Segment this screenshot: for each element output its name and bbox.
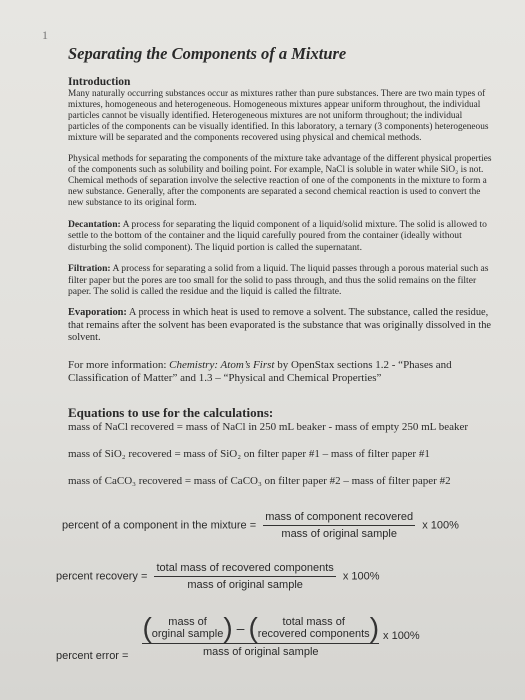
more-info-prefix: For more information:	[68, 358, 170, 371]
formula-percent-recovery	[56, 562, 380, 591]
close-paren-symbol: )	[369, 612, 380, 643]
definition-term: Filtration:	[68, 263, 111, 275]
equation-caco3: mass of CaCO₃ recovered = mass of CaCO₃ on filter paper #2 – mass of filter paper #2	[68, 474, 451, 487]
right-term-bottom: recovered components	[257, 628, 370, 640]
intro-paragraph-2: Physical methods for separating the components of the mixture take advantage of the different physical properties of the components such as solubility and boiling point. For example, NaCl is soluble in water while SiO₂ is not. Chemical methods of separation involve the selective reaction of one of the components in the mixture to form a new substance. Generally, after the components are separated a second chemical reaction is used to convert the new substance to its original form.	[68, 154, 492, 208]
formula-percent-error	[56, 610, 420, 662]
corner-mark: 1	[42, 28, 48, 42]
definition-term: Evaporation:	[68, 307, 127, 319]
formula-denominator: mass of original sample	[281, 528, 397, 540]
definition-evaporation	[68, 307, 495, 344]
equation-sio2: mass of SiO₂ recovered = mass of SiO₂ on filter paper #1 – mass of filter paper #1	[68, 447, 430, 460]
left-term-bottom: orginal sample	[151, 628, 224, 640]
left-group	[142, 614, 232, 642]
formula-factor: x 100%	[342, 570, 380, 583]
definition-text: A process for separating a solid from a liquid. The liquid passes through a porous material such as filter paper but the pores are too small for the solid to pass through, and thus the solid remains on the filter paper. The solid is called the residue and the liquid is called the filtrate.	[68, 263, 489, 298]
formula-numerator: total mass of recovered components	[154, 562, 335, 577]
formula-label: percent of a component in the mixture =	[62, 519, 257, 532]
intro-heading: Introduction	[68, 76, 131, 88]
definition-text: A process in which heat is used to remove a solvent. The substance, called the residue, that remains after the solvent has been evaporated is the substance that was originally dissolved in the solvent.	[68, 307, 492, 344]
open-paren-symbol: (	[142, 612, 152, 643]
open-paren-symbol: (	[248, 612, 258, 643]
formula-numerator: mass of component recovered	[263, 511, 415, 526]
formula-denominator: mass of original sample	[187, 579, 303, 591]
document-title: Separating the Components of a Mixture	[68, 44, 347, 63]
more-info	[68, 359, 495, 385]
right-term-top: total mass of	[282, 616, 345, 628]
definition-term: Decantation:	[68, 219, 121, 230]
close-paren-symbol: )	[223, 612, 233, 643]
formula-label: percent error =	[56, 650, 129, 662]
more-info-suffix: by OpenStax sections 1.2 - “Phases and Classification of Matter” and 1.3 – “Physical and Chemical Properties”	[68, 358, 452, 384]
formula-fraction	[154, 562, 335, 591]
formula-fraction	[263, 511, 415, 540]
left-term-top: mass of	[168, 616, 207, 628]
formula-fraction	[142, 614, 379, 658]
more-info-book: Chemistry: Atom’s First	[169, 358, 275, 371]
formula-label: percent recovery =	[56, 570, 148, 583]
equation-nacl: mass of NaCl recovered = mass of NaCl in 250 mL beaker - mass of empty 250 mL beaker	[68, 420, 469, 433]
right-group	[248, 614, 379, 642]
definition-decantation	[68, 219, 495, 253]
formula-factor: x 100%	[422, 519, 459, 532]
formula-denominator: mass of original sample	[202, 646, 319, 658]
intro-paragraph-1: Many naturally occurring substances occur as mixtures rather than pure substances. There are two main types of mixtures, homogeneous and heterogeneous. Homogeneous mixtures appear uniform throughout, the individual particles cannot be visually identified. Heterogeneous mixtures are not uniform throughout; the individual particles of the components can be visually identified. In this laboratory, a ternary (3 components) heterogeneous mixture will be separated and the components recovered using physical and chemical methods.	[68, 89, 489, 143]
definition-text: A process for separating the liquid component of a liquid/solid mixture. The solid is allowed to settle to the bottom of the container and the liquid carefully poured from the container (ideally without disturbing the solid component). The liquid portion is called the supernatant.	[68, 219, 487, 253]
formula-factor: x 100%	[383, 630, 420, 642]
formula-percent-component	[62, 511, 459, 540]
minus-symbol: –	[236, 620, 245, 636]
definition-filtration	[68, 263, 495, 297]
equations-heading: Equations to use for the calculations:	[68, 404, 274, 420]
right-term	[258, 616, 370, 640]
left-term	[152, 616, 224, 640]
formula-numerator	[142, 614, 379, 644]
